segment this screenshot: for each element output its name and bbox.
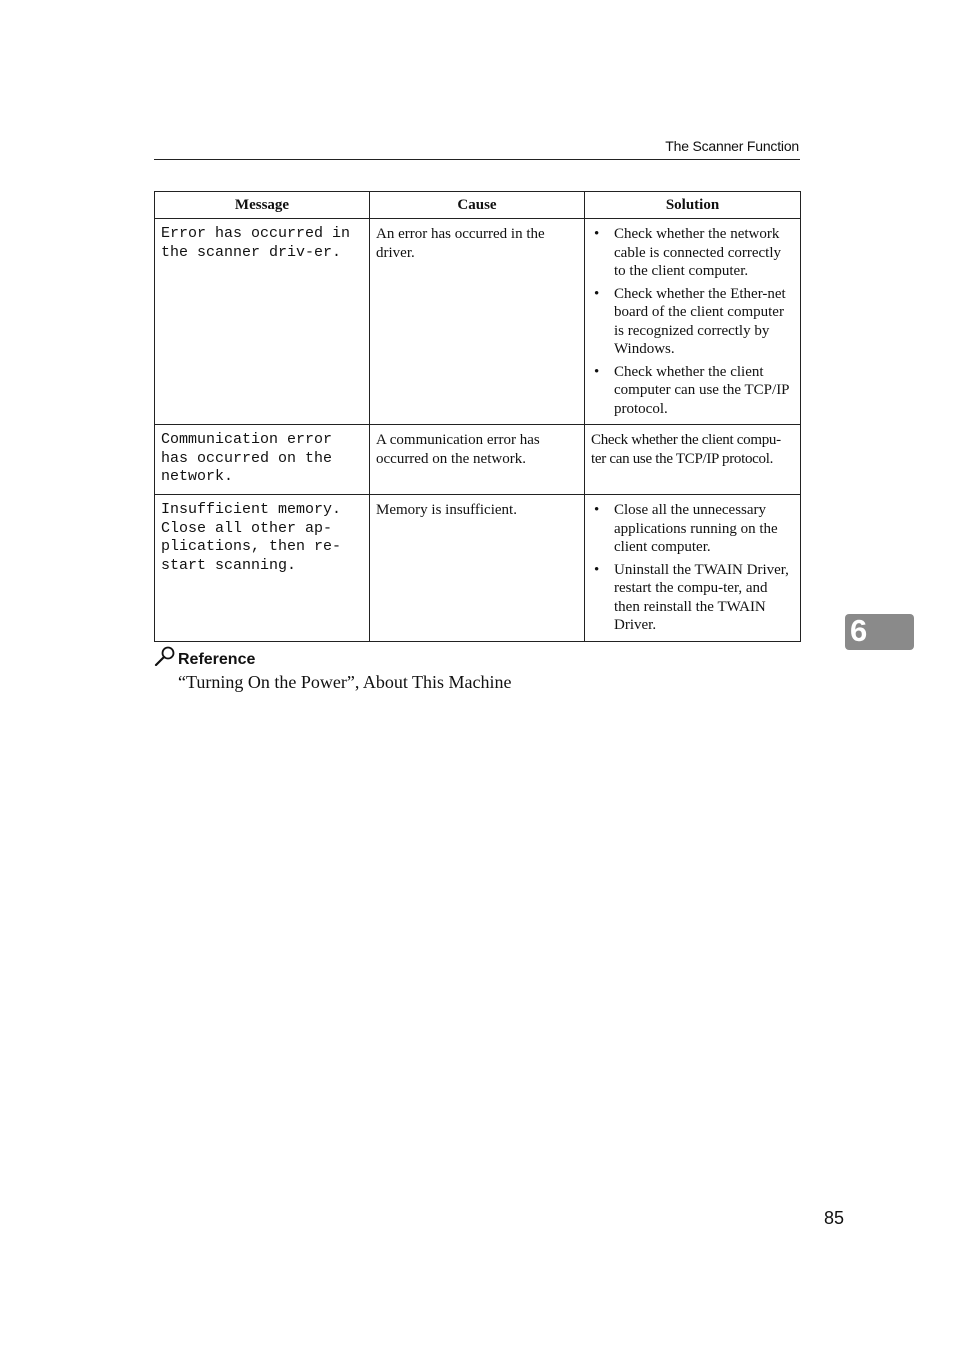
list-item: • Check whether the Ether-net board of the client computer is recognized correctly by Windows.	[594, 285, 786, 357]
column-header-message: Message	[155, 192, 370, 219]
reference-link-text: “Turning On the Power”, About This Machine	[178, 672, 512, 692]
magnifier-icon	[154, 646, 176, 666]
chapter-tab	[845, 614, 914, 650]
message-cell: Error has occurred in the scanner driv-er.	[155, 219, 370, 425]
running-header-title: The Scanner Function	[665, 138, 799, 154]
reference-label: Reference	[178, 651, 256, 668]
list-item: • Uninstall the TWAIN Driver, restart the compu-ter, and then reinstall the TWAIN Driver.	[594, 561, 789, 633]
solution-cell	[585, 495, 801, 642]
solution-cell: Check whether the client compu-ter can use the TCP/IP protocol.	[585, 425, 801, 495]
message-cell: Insufficient memory. Close all other ap-plications, then re-start scanning.	[155, 495, 370, 642]
table-row	[155, 495, 801, 642]
list-item: • Check whether the network cable is connected correctly to the client computer.	[594, 226, 781, 279]
column-header-cause: Cause	[370, 192, 585, 219]
troubleshooting-table	[154, 191, 801, 642]
table-row	[155, 425, 801, 495]
solution-cell	[585, 219, 801, 425]
message-cell: Communication error has occurred on the network.	[155, 425, 370, 495]
table-header-row	[155, 192, 801, 219]
page-number: 85	[824, 1208, 845, 1228]
reference-heading	[154, 646, 255, 669]
cause-cell: A communication error has occurred on the network.	[370, 425, 585, 495]
solution-list	[591, 225, 794, 418]
list-item: • Check whether the client computer can use the TCP/IP protocol.	[594, 363, 789, 417]
solution-list	[591, 501, 794, 635]
cause-cell: Memory is insufficient.	[370, 495, 585, 642]
chapter-number: 6	[850, 613, 868, 648]
column-header-solution: Solution	[585, 192, 801, 219]
table-row	[155, 219, 801, 425]
list-item: • Close all the unnecessary applications running on the client computer.	[594, 502, 778, 555]
header-rule	[154, 159, 800, 160]
cause-cell: An error has occurred in the driver.	[370, 219, 585, 425]
